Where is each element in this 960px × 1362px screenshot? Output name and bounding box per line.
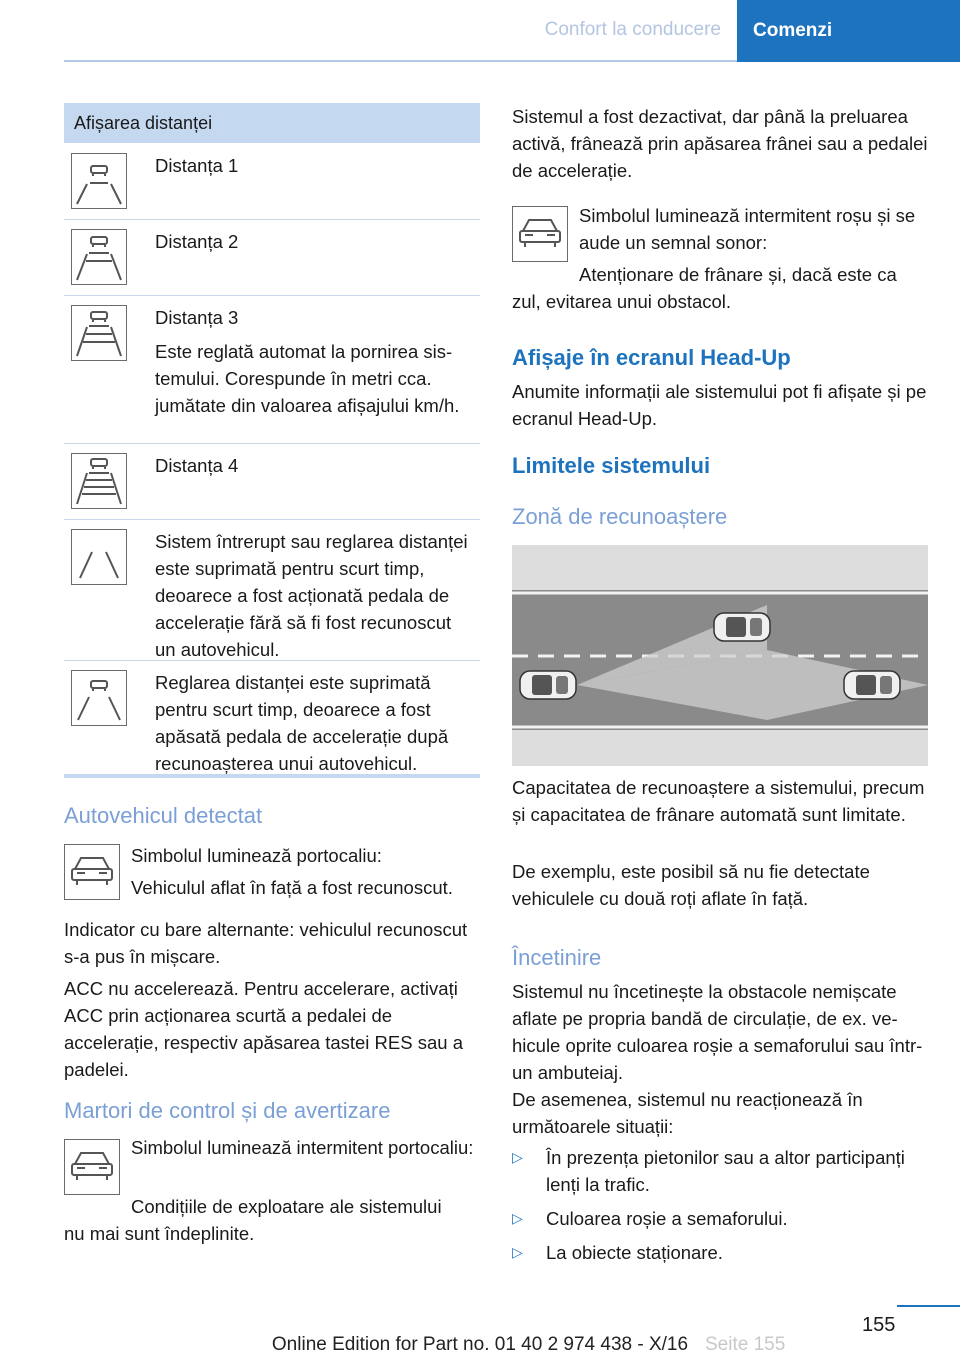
table-row-title: Distanța 3 [155, 307, 239, 328]
header-chapter-tab: Comenzi [737, 0, 960, 62]
slowing-paragraph-1: Sistemul nu încetinește la obstacole nemișcate aflate pe propria bandă de circulație, de ex. vehicule oprite culoarea roșie a semaforului sau într-un ambuteiaj. [512, 981, 923, 1083]
hud-heading: Afișaje în ecranul Head-Up [512, 345, 791, 370]
list-item-text: În prezența pietonilor sau a altor participanți lenți la trafic. [546, 1147, 905, 1195]
list-item [512, 1144, 928, 1198]
table-row [64, 295, 480, 444]
vehicle-text-2: Vehiculul aflat în față a fost recunoscut. [131, 877, 453, 898]
red-symbol-text-2a: Atenționare de frânare și, dacă este ca [579, 264, 897, 285]
triangle-bullet-icon: ▷ [512, 1210, 523, 1226]
slowing-heading: Încetinire [512, 945, 602, 970]
right-paragraph-1: Sistemul a fost dezactivat, dar până la preluarea activă, frânează prin apăsarea frânei sau a pedalei de accelerație. [512, 106, 928, 181]
distance-2-icon [71, 229, 127, 285]
situations-list [512, 1144, 928, 1273]
car-front-icon [512, 206, 568, 262]
vehicle-paragraph-1: Indicator cu bare alternante: vehiculul recunoscut s-a pus în mișcare. [64, 919, 468, 967]
table-row [64, 660, 480, 774]
red-symbol-text-2b: zul, evitarea unui obstacol. [512, 291, 732, 312]
vehicle-paragraph-2: ACC nu accelerează. Pentru accelerare, activați ACC prin acționarea scurtă a pedalei de accelerație, respectiv apăsarea tastei RES sau a padelei. [64, 978, 463, 1080]
table-row-text: Distanța 4 [155, 455, 239, 476]
table-row [64, 519, 480, 661]
zone-paragraph-2: De exemplu, este posibil să nu fie detectate vehiculele cu două roți aflate în față. [512, 861, 870, 909]
list-item-text: La obiecte staționare. [546, 1242, 723, 1263]
table-row [64, 443, 480, 520]
car-lanes-icon [71, 670, 127, 726]
header-section-title: Confort la conducere [500, 0, 737, 62]
detection-zone-diagram [512, 545, 928, 766]
red-symbol-text-1: Simbolul luminează intermitent roșu și se aude un semnal sonor: [579, 205, 916, 253]
table-row [64, 219, 480, 296]
warning-lamps-heading: Martori de control și de avertizare [64, 1098, 391, 1123]
vehicle-text-1: Simbolul luminează portocaliu: [131, 845, 382, 866]
table-row-text: Reglarea distanței este suprimată pentru scurt timp, deoarece a fost apăsată pedala de accelerație după recunoașterea unui autovehicul. [155, 672, 449, 774]
table-row-text: Sistem întrerupt sau reglarea distanței este suprimată pentru scurt timp, deoarece a fost acționată pedala de accelerație fără să fi fost recunoscut un autovehicul. [155, 531, 468, 660]
limits-heading: Limitele sistemului [512, 453, 711, 478]
distance-1-icon [71, 153, 127, 209]
footer-edition: Online Edition for Part no. 01 40 2 974 438 - X/16 [271, 1334, 689, 1355]
detection-zone-heading: Zonă de recunoaștere [512, 504, 728, 529]
vehicle-detected-heading: Autovehicul detectat [64, 803, 263, 828]
warning-text-2b: nu mai sunt îndeplinite. [64, 1223, 255, 1244]
triangle-bullet-icon: ▷ [512, 1244, 523, 1260]
zone-paragraph-1: Capacitatea de recunoaștere a sistemului, precum și capacitatea de frânare automată sunt limitate. [512, 777, 925, 825]
table-row-text: Este reglată automat la pornirea sistemului. Corespunde în metri cca. jumătate din valoarea afișajului km/h. [155, 341, 460, 416]
table-row [64, 143, 480, 220]
page-number: 155 [862, 1314, 896, 1336]
table-bottom-rule [64, 774, 480, 778]
footer-rule [897, 1305, 960, 1307]
table-row-text: Distanța 1 [155, 155, 239, 176]
car-front-icon [64, 844, 120, 900]
car-front-icon [64, 1139, 120, 1195]
triangle-bullet-icon: ▷ [512, 1149, 523, 1165]
table-row-text: Distanța 2 [155, 231, 239, 252]
list-item [512, 1205, 928, 1232]
distance-3-icon [71, 305, 127, 361]
watermark: Seite 155 [705, 1334, 786, 1355]
warning-text-1: Simbolul luminează intermitent portocaliu: [131, 1137, 474, 1158]
lanes-only-icon [71, 529, 127, 585]
header-rule [64, 60, 500, 62]
slowing-paragraph-2: De asemenea, sistemul nu reacționează în următoarele situații: [512, 1089, 863, 1137]
table-heading: Afișarea distanței [64, 103, 480, 143]
warning-text-2a: Condițiile de exploatare ale sistemului [131, 1196, 442, 1217]
list-item-text: Culoarea roșie a semaforului. [546, 1208, 788, 1229]
distance-4-icon [71, 453, 127, 509]
list-item [512, 1239, 928, 1266]
hud-paragraph: Anumite informații ale sistemului pot fi afișate și pe ecranul Head-Up. [512, 381, 927, 429]
